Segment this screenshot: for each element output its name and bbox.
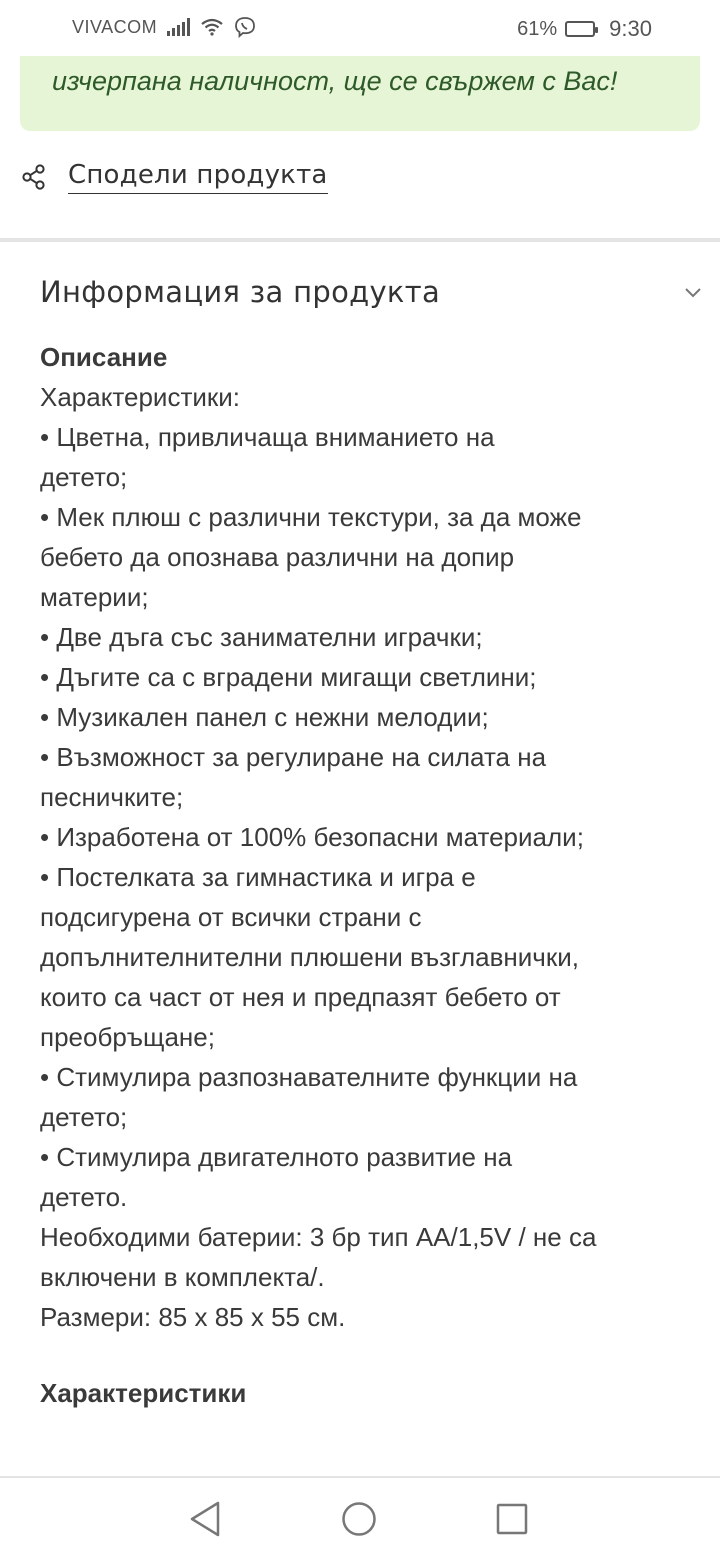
status-left [72, 16, 256, 38]
share-row[interactable] [20, 160, 328, 194]
viber-icon [234, 16, 256, 38]
description-line: детето; [40, 462, 128, 492]
description-line: песничките; [40, 782, 184, 812]
description-line: включени в комплекта/. [40, 1262, 325, 1292]
battery-percent: 61% [517, 17, 558, 40]
description-line: които са част от нея и предпазят бебето от [40, 982, 561, 1012]
description-line: детето; [40, 1102, 128, 1132]
description-line: бебето да опознава различни на допир [40, 542, 515, 572]
description-line: преобръщане; [40, 1022, 215, 1052]
share-icon[interactable] [20, 163, 48, 191]
description-line: • Музикален панел с нежни мелодии; [40, 702, 489, 732]
wifi-icon [200, 18, 224, 36]
description-body [40, 377, 690, 1337]
product-info-accordion-header[interactable] [40, 268, 700, 316]
section-divider [0, 238, 720, 242]
description-line: подсигурена от всички страни с [40, 902, 422, 932]
status-bar [0, 0, 720, 56]
stock-notice-text: изчерпана наличност, ще се свържем с Вас! [52, 66, 618, 96]
description-line: • Стимулира разпознавателните функции на [40, 1062, 578, 1092]
description-line: • Стимулира двигателното развитие на [40, 1142, 513, 1172]
product-description [40, 337, 690, 1337]
description-line: Размери: 85 х 85 х 55 см. [40, 1302, 346, 1332]
product-info-title: Информация за продукта [40, 275, 441, 309]
description-line: • Две дъга със занимателни играчки; [40, 622, 483, 652]
description-line: • Възможност за регулиране на силата на [40, 742, 547, 772]
description-line: допълнителнителни плюшени възглавнички, [40, 942, 579, 972]
description-line: детето. [40, 1182, 128, 1212]
status-right [517, 16, 652, 42]
back-triangle-icon[interactable] [188, 1500, 224, 1538]
signal-icon [167, 18, 190, 36]
clock: 9:30 [609, 16, 652, 41]
description-line: • Изработена от 100% безопасни материали; [40, 822, 584, 852]
system-nav-bar [0, 1478, 720, 1560]
home-circle-icon[interactable] [340, 1500, 378, 1538]
description-line: • Мек плюш с различни текстури, за да може [40, 502, 582, 532]
description-line: Необходими батерии: 3 бр тип AA/1,5V / не са [40, 1222, 597, 1252]
carrier-label: VIVACOM [72, 16, 158, 37]
share-product-link[interactable]: Сподели продукта [68, 160, 328, 194]
recent-square-icon[interactable] [494, 1500, 530, 1538]
specs-heading: Характеристики [40, 1378, 247, 1408]
description-line: материи; [40, 582, 149, 612]
description-line: Характеристики: [40, 382, 241, 412]
chevron-down-icon[interactable] [682, 281, 704, 303]
description-line: • Постелката за гимнастика и игра е [40, 862, 476, 892]
description-line: • Цветна, привличаща вниманието на [40, 422, 495, 452]
battery-icon [565, 21, 595, 37]
description-heading: Описание [40, 342, 168, 372]
description-line: • Дъгите са с вградени мигащи светлини; [40, 662, 537, 692]
